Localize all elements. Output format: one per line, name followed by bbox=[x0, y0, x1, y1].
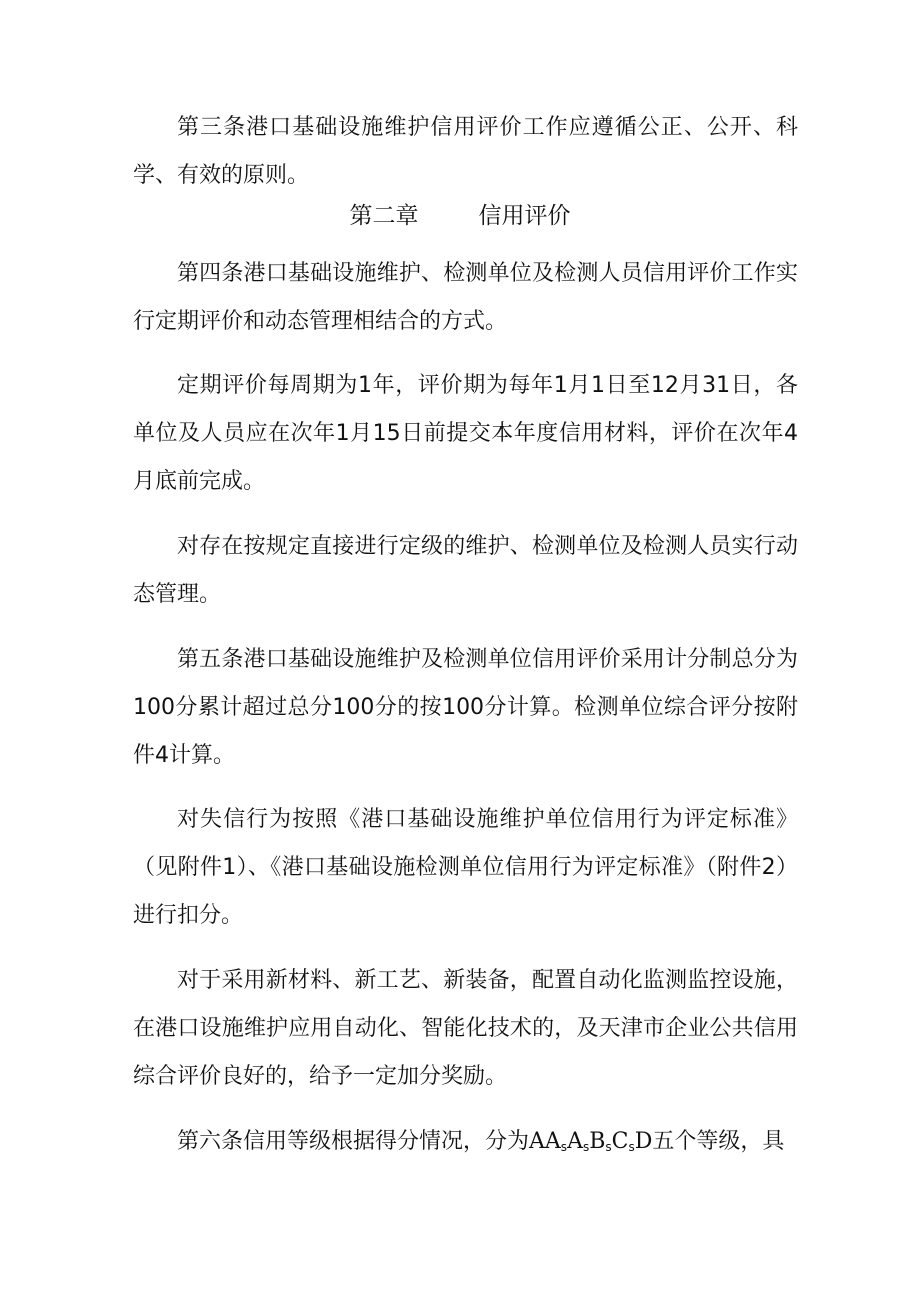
dynamic-management-paragraph: 对存在按规定直接进行定级的维护、检测单位及检测人员实行动态管理。 bbox=[133, 534, 798, 607]
periodic-evaluation-paragraph: 定期评价每周期为1年，评价期为每年1月1日至12月31日，各单位及人员应在次年1月15日前提交本年度信用材料，评价在次年4月底前完成。 bbox=[133, 373, 798, 494]
article-3-paragraph: 第三条港口基础设施维护信用评价工作应遵循公正、公开、科学、有效的原则。 bbox=[133, 115, 798, 188]
grade-aa: AA bbox=[529, 1129, 561, 1154]
grade-separator: s bbox=[605, 1140, 612, 1154]
bonus-paragraph: 对于采用新材料、新工艺、新装备，配置自动化监测监控设施，在港口设施维护应用自动化、智能化技术的，及天津市企业公共信用综合评价良好的，给予一定加分奖励。 bbox=[133, 968, 798, 1089]
article-6-text-before: 第六条信用等级根据得分情况，分为 bbox=[177, 1129, 530, 1154]
chapter-title: 信用评价 bbox=[478, 203, 571, 229]
article-5-paragraph: 第五条港口基础设施维护及检测单位信用评价采用计分制总分为100分累计超过总分100分的按100分计算。检测单位综合评分按附件4计算。 bbox=[133, 647, 798, 768]
grade-a: A bbox=[567, 1129, 583, 1154]
chapter-heading bbox=[0, 192, 920, 240]
chapter-number: 第二章 bbox=[349, 203, 419, 229]
grade-d: D bbox=[634, 1129, 653, 1154]
article-4-paragraph: 第四条港口基础设施维护、检测单位及检测人员信用评价工作实行定期评价和动态管理相结合的方式。 bbox=[133, 261, 798, 334]
grade-separator: s bbox=[582, 1140, 590, 1154]
article-6-paragraph bbox=[133, 1118, 798, 1171]
article-6-text-after: 五个等级，具 bbox=[652, 1129, 785, 1154]
grade-c: C bbox=[611, 1129, 629, 1154]
grade-separator: s bbox=[628, 1140, 635, 1154]
deduction-paragraph: 对失信行为按照《港口基础设施维护单位信用行为评定标准》（见附件1）、《港口基础设施检测单位信用行为评定标准》（附件2）进行扣分。 bbox=[133, 807, 798, 928]
grade-b: B bbox=[589, 1129, 606, 1154]
grade-separator: s bbox=[560, 1140, 568, 1154]
